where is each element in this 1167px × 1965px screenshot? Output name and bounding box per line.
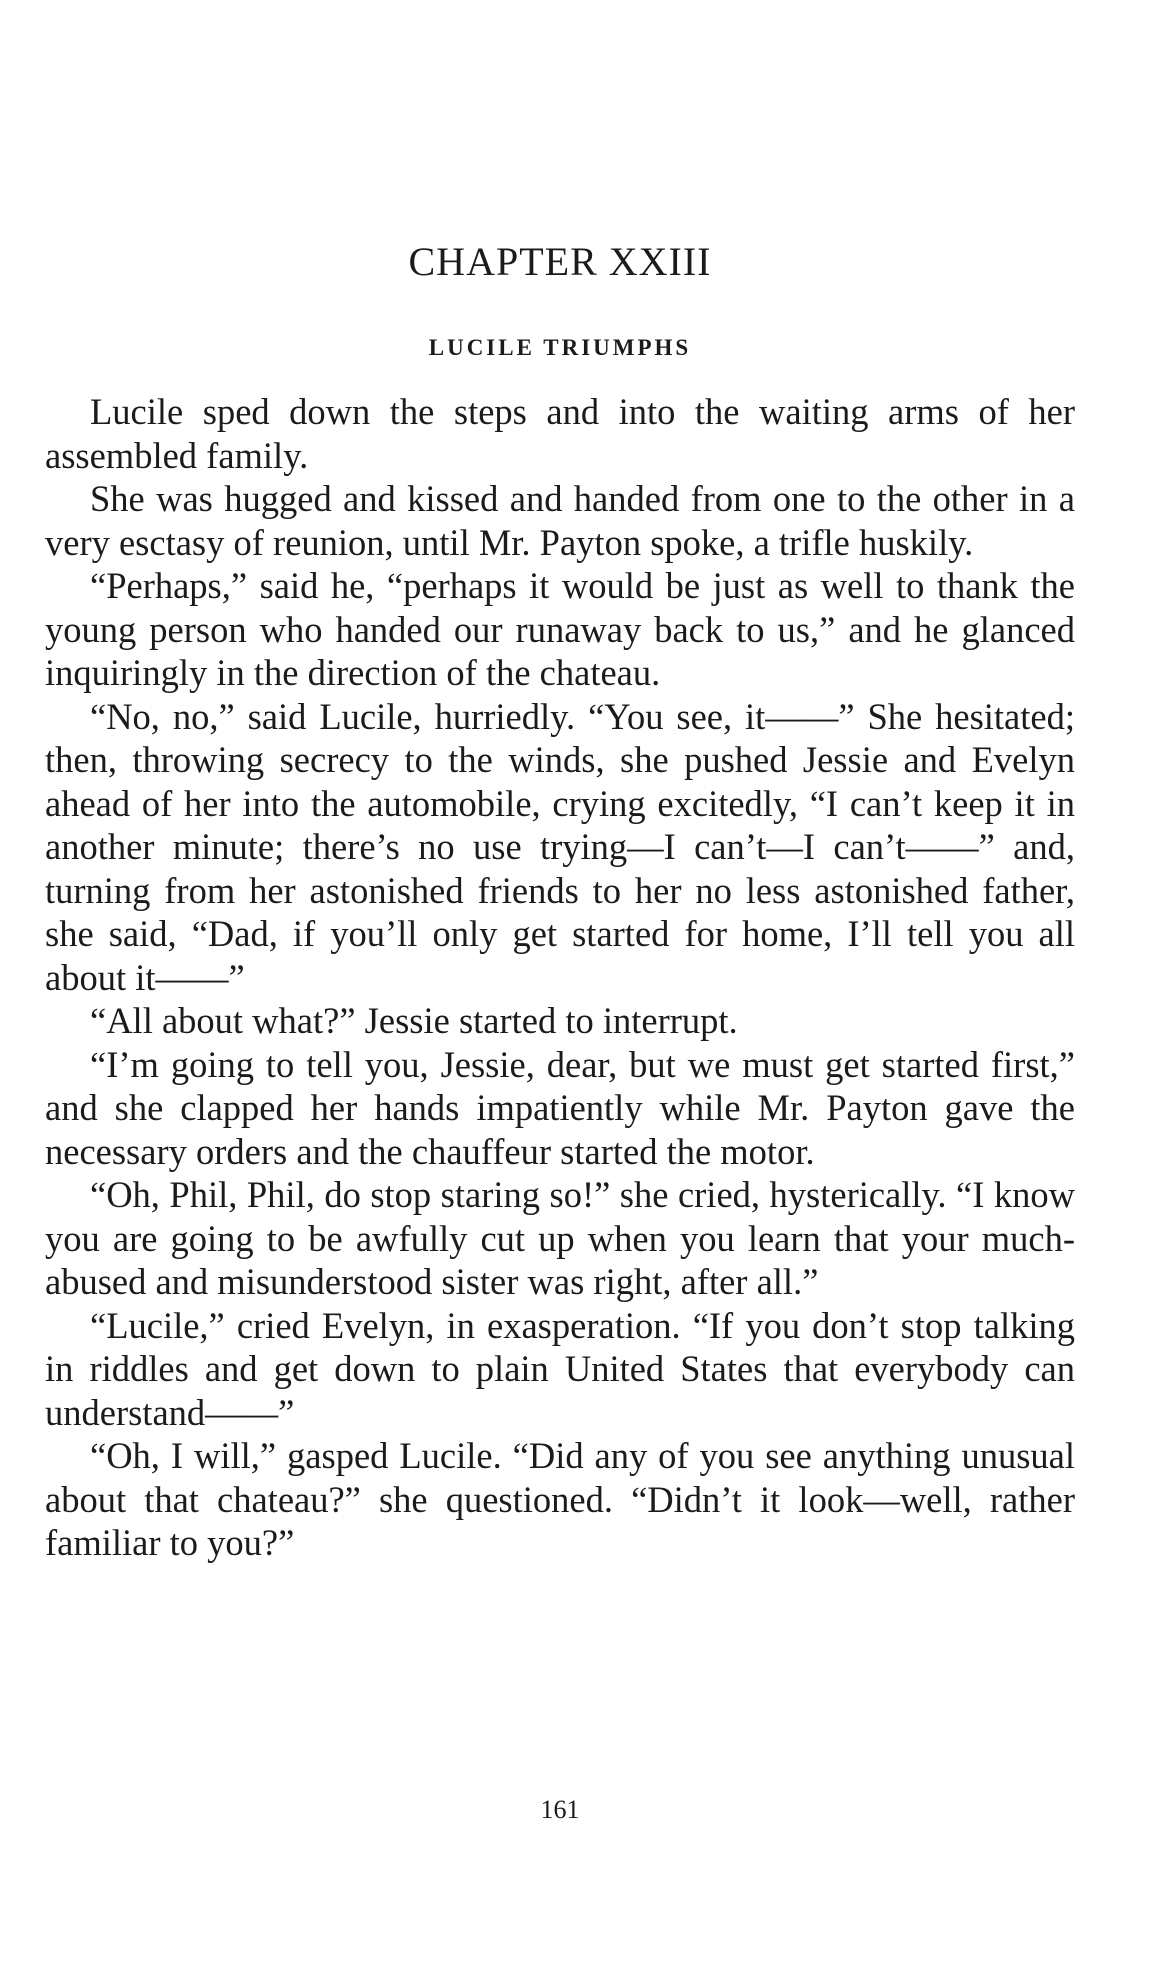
paragraph: “Oh, I will,” gasped Lucile. “Did any of you see anything unusual about that chateau?” she questioned. “Didn’t it look—well, rather familiar to you?” — [45, 1435, 1075, 1563]
chapter-subtitle: LUCILE TRIUMPHS — [428, 335, 692, 360]
paragraph: “I’m going to tell you, Jessie, dear, but we must get started first,” and she clapped her hands impatiently while Mr. Payton gave the necessary orders and the chauffeur started the motor. — [45, 1043, 1075, 1172]
paragraph: “Oh, Phil, Phil, do stop staring so!” she cried, hysterically. “I know you are going to be awfully cut up when you learn that your much-abused and misunderstood sister was right, after all.” — [45, 1174, 1075, 1302]
chapter-title: CHAPTER XXIII — [408, 239, 712, 284]
paragraph: Lucile sped down the steps and into the waiting arms of her assembled family. — [45, 391, 1075, 476]
paragraph: She was hugged and kissed and handed from one to the other in a very esctasy of reunion, until Mr. Payton spoke, a trifle huskily. — [45, 478, 1075, 563]
page-number: 161 — [540, 1795, 580, 1824]
chapter-body — [45, 390, 1075, 1565]
paragraph: “Perhaps,” said he, “perhaps it would be just as well to thank the young person who handed our runaway back to us,” and he glanced inquiringly in the direction of the chateau. — [45, 565, 1075, 693]
paragraph: “Lucile,” cried Evelyn, in exasperation. “If you don’t stop talking in riddles and get down to plain United States that everybody can understand——” — [45, 1304, 1075, 1433]
paragraph: “All about what?” Jessie started to interrupt. — [90, 1000, 738, 1041]
book-page — [45, 0, 1075, 1965]
paragraph: “No, no,” said Lucile, hurriedly. “You see, it——” She hesitated; then, throwing secrecy to the winds, she pushed Jessie and Evelyn ahead of her into the automobile, crying excitedly, “I can’t keep it in another minute; there’s no use trying—I can’t—I can’t——” and, turning from her astonished friends to her no less astonished father, she said, “Dad, if you’ll only get started for home, I’ll tell you all about it——” — [45, 695, 1075, 998]
